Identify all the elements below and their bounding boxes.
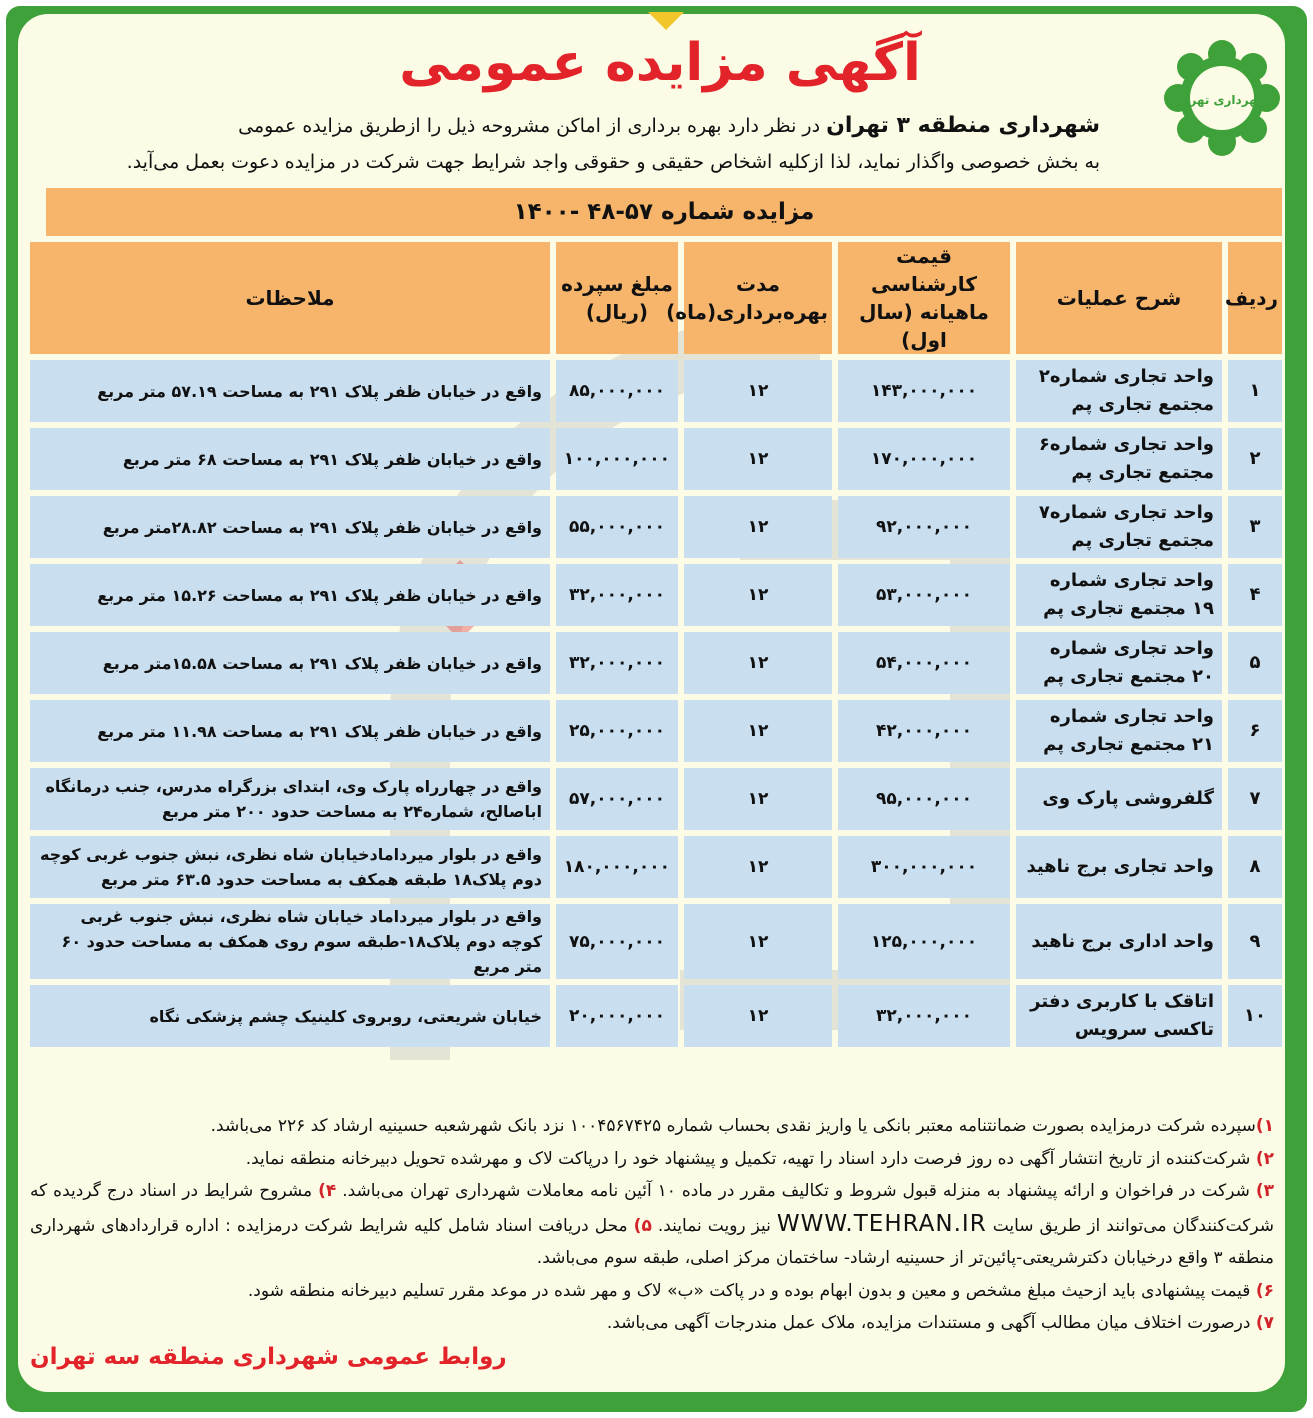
row-index: ۳ bbox=[1228, 496, 1282, 558]
row-price: ۱۲۵,۰۰۰,۰۰۰ bbox=[838, 904, 1010, 979]
row-notes: واقع در بلوار میردامادخیابان شاه نظری، نبش جنوب غربی کوچه دوم پلاک۱۸ طبقه همکف به مساحت حدود ۶۳.۵ متر مربع bbox=[30, 836, 550, 898]
row-notes: واقع در خیابان ظفر پلاک ۲۹۱ به مساحت ۱۵.۵۸متر مربع bbox=[30, 632, 550, 694]
row-price: ۹۲,۰۰۰,۰۰۰ bbox=[838, 496, 1010, 558]
row-notes: خیابان شریعتی، روبروی کلینیک چشم پزشکی نگاه bbox=[30, 985, 550, 1047]
row-deposit: ۷۵,۰۰۰,۰۰۰ bbox=[556, 904, 678, 979]
header-description: شرح عملیات bbox=[1016, 242, 1222, 354]
intro-text bbox=[120, 108, 1100, 180]
term-text: شرکت در فراخوان و ارائه پیشنهاد به منزله قبول شروط و تکالیف مقرر در ماده ۱۰ آئین نامه معاملات شهرداری تهران می‌باشد. bbox=[342, 1181, 1250, 1201]
row-description: واحد تجاری شماره ۲۱ مجتمع تجاری پم bbox=[1016, 700, 1222, 762]
row-duration: ۱۲ bbox=[684, 564, 832, 626]
auction-number-title: مزایده شماره ۵۷-۴۸ -۱۴۰۰ bbox=[46, 188, 1282, 242]
table-row bbox=[30, 564, 1282, 626]
term-text: سپرده شرکت درمزایده بصورت ضمانتنامه معتبر بانکی یا واریز نقدی بحساب شماره ۱۰۰۴۵۶۷۴۲۵ نزد بانک شهرشعبه حسینیه ارشاد کد ۲۲۶ می‌باشد. bbox=[210, 1116, 1256, 1136]
row-duration: ۱۲ bbox=[684, 496, 832, 558]
auction-table bbox=[24, 236, 1288, 1053]
term-text: قیمت پیشنهادی باید ازحیث مبلغ مشخص و معین و بدون ابهام بوده و در پاکت «ب» لاک و مهر شده در موعد مقرر تسلیم دبیرخانه منطقه شود. bbox=[247, 1280, 1251, 1301]
row-duration: ۱۲ bbox=[684, 904, 832, 979]
intro-line-1: در نظر دارد بهره برداری از اماکن مشروحه ذیل را ازطریق مزایده عمومی bbox=[238, 115, 821, 137]
row-notes: واقع در بلوار میرداماد خیابان شاه نظری، نبش جنوب غربی کوچه دوم پلاک۱۸-طبقه سوم روی همکف به مساحت حدود ۶۰ متر مربع bbox=[30, 904, 550, 979]
row-description: واحد تجاری شماره ۲۰ مجتمع تجاری پم bbox=[1016, 632, 1222, 694]
row-description: اتاقک با کاربری دفتر تاکسی سرویس bbox=[1016, 985, 1222, 1047]
row-index: ۶ bbox=[1228, 700, 1282, 762]
table-row bbox=[30, 496, 1282, 558]
row-index: ۴ bbox=[1228, 564, 1282, 626]
row-deposit: ۸۵,۰۰۰,۰۰۰ bbox=[556, 360, 678, 422]
row-notes: واقع در خیابان ظفر پلاک ۲۹۱ به مساحت ۲۸.۸۲متر مربع bbox=[30, 496, 550, 558]
row-index: ۸ bbox=[1228, 836, 1282, 898]
row-description: گلفروشی پارک وی bbox=[1016, 768, 1222, 830]
term-number: ۱) bbox=[1255, 1116, 1274, 1136]
row-notes: واقع در خیابان ظفر پلاک ۲۹۱ به مساحت ۵۷.۱۹ متر مربع bbox=[30, 360, 550, 422]
row-index: ۷ bbox=[1228, 768, 1282, 830]
row-price: ۳۲,۰۰۰,۰۰۰ bbox=[838, 985, 1010, 1047]
term-text: نیز رویت نمایند. bbox=[657, 1215, 771, 1236]
table-header-row bbox=[30, 242, 1282, 354]
row-index: ۱ bbox=[1228, 360, 1282, 422]
row-deposit: ۳۲,۰۰۰,۰۰۰ bbox=[556, 632, 678, 694]
header-price: قیمت کارشناسی ماهیانه (سال اول) bbox=[838, 242, 1010, 354]
row-price: ۴۲,۰۰۰,۰۰۰ bbox=[838, 700, 1010, 762]
public-relations-signature: روابط عمومی شهرداری منطقه سه تهران bbox=[30, 1344, 507, 1370]
table-row bbox=[30, 428, 1282, 490]
row-deposit: ۱۸۰,۰۰۰,۰۰۰ bbox=[556, 836, 678, 898]
row-notes: واقع در خیابان ظفر پلاک ۲۹۱ به مساحت ۶۸ متر مربع bbox=[30, 428, 550, 490]
auction-table-container bbox=[39, 188, 1282, 1053]
row-index: ۹ bbox=[1228, 904, 1282, 979]
table-row bbox=[30, 985, 1282, 1047]
row-description: واحد اداری برج ناهید bbox=[1016, 904, 1222, 979]
row-price: ۳۰۰,۰۰۰,۰۰۰ bbox=[838, 836, 1010, 898]
row-index: ۱۰ bbox=[1228, 985, 1282, 1047]
row-description: واحد تجاری برج ناهید bbox=[1016, 836, 1222, 898]
term-text: محل دریافت اسناد شامل کلیه شرایط شرکت درمزایده : اداره قراردادهای شهرداری منطقه ۳ واقع درخیابان دکترشریعتی-پائین‌تر از حسینیه ارشاد- ساختمان مرکز اصلی، طبقه سوم می‌باشد. bbox=[30, 1215, 1274, 1268]
term-number: ۷) bbox=[1255, 1313, 1274, 1333]
row-duration: ۱۲ bbox=[684, 632, 832, 694]
row-index: ۵ bbox=[1228, 632, 1282, 694]
table-row bbox=[30, 360, 1282, 422]
header-row-number: ردیف bbox=[1228, 242, 1282, 354]
table-row bbox=[30, 836, 1282, 898]
header-notes: ملاحظات bbox=[30, 242, 550, 354]
row-notes: واقع در چهارراه پارک وی، ابتدای بزرگراه مدرس، جنب درمانگاه اباصالح، شماره۲۴ به مساحت حدود ۲۰۰ متر مربع bbox=[30, 768, 550, 830]
table-row bbox=[30, 700, 1282, 762]
header-duration: مدت بهره‌برداری(ماه) bbox=[684, 242, 832, 354]
term-number: ۳) bbox=[1255, 1181, 1275, 1201]
row-deposit: ۲۰,۰۰۰,۰۰۰ bbox=[556, 985, 678, 1047]
row-duration: ۱۲ bbox=[684, 836, 832, 898]
row-price: ۱۷۰,۰۰۰,۰۰۰ bbox=[838, 428, 1010, 490]
table-row bbox=[30, 632, 1282, 694]
row-description: واحد تجاری شماره۶ مجتمع تجاری پم bbox=[1016, 428, 1222, 490]
row-price: ۹۵,۰۰۰,۰۰۰ bbox=[838, 768, 1010, 830]
term-text: درصورت اختلاف میان مطالب آگهی و مستندات مزایده، ملاک عمل مندرجات آگهی می‌باشد. bbox=[606, 1313, 1251, 1333]
row-description: واحد تجاری شماره۲ مجتمع تجاری پم bbox=[1016, 360, 1222, 422]
row-duration: ۱۲ bbox=[684, 985, 832, 1047]
table-row bbox=[30, 768, 1282, 830]
logo-text: شهرداری تهران bbox=[1175, 93, 1269, 107]
row-duration: ۱۲ bbox=[684, 360, 832, 422]
row-deposit: ۵۵,۰۰۰,۰۰۰ bbox=[556, 496, 678, 558]
row-duration: ۱۲ bbox=[684, 768, 832, 830]
row-index: ۲ bbox=[1228, 428, 1282, 490]
org-name: شهرداری منطقه ۳ تهران bbox=[826, 113, 1100, 138]
term-number: ۶) bbox=[1255, 1280, 1274, 1301]
term-number: ۲) bbox=[1255, 1148, 1274, 1169]
row-description: واحد تجاری شماره ۱۹ مجتمع تجاری پم bbox=[1016, 564, 1222, 626]
header-deposit: مبلغ سپرده (ریال) bbox=[556, 242, 678, 354]
term-text: شرکت‌کننده از تاریخ انتشار آگهی ده روز فرصت دارد اسناد را تهیه، تکمیل و پیشنهاد خود را درپاکت لاک و مهرشده تحویل دبیرخانه منطقه نماید. bbox=[245, 1148, 1251, 1169]
row-deposit: ۱۰۰,۰۰۰,۰۰۰ bbox=[556, 428, 678, 490]
intro-line-2: به بخش خصوصی واگذار نماید، لذا ازکلیه اشخاص حقیقی و حقوقی واجد شرایط جهت شرکت در مزایده دعوت بعمل می‌آید. bbox=[126, 151, 1100, 173]
website-link[interactable]: WWW.TEHRAN.IR bbox=[776, 1210, 987, 1237]
row-duration: ۱۲ bbox=[684, 700, 832, 762]
row-price: ۵۳,۰۰۰,۰۰۰ bbox=[838, 564, 1010, 626]
row-notes: واقع در خیابان ظفر پلاک ۲۹۱ به مساحت ۱۱.۹۸ متر مربع bbox=[30, 700, 550, 762]
row-deposit: ۵۷,۰۰۰,۰۰۰ bbox=[556, 768, 678, 830]
tehran-municipality-logo bbox=[1160, 36, 1284, 160]
terms-list bbox=[30, 1110, 1274, 1340]
row-price: ۱۴۳,۰۰۰,۰۰۰ bbox=[838, 360, 1010, 422]
row-description: واحد تجاری شماره۷ مجتمع تجاری پم bbox=[1016, 496, 1222, 558]
term-number: ۵) bbox=[633, 1215, 652, 1236]
ad-title: آگهی مزایده عمومی bbox=[399, 33, 921, 93]
term-text: مشروح شرایط در اسناد درج گردیده که شرکت‌کنندگان می‌توانند از طریق سایت bbox=[30, 1181, 1275, 1236]
row-notes: واقع در خیابان ظفر پلاک ۲۹۱ به مساحت ۱۵.۲۶ متر مربع bbox=[30, 564, 550, 626]
row-price: ۵۴,۰۰۰,۰۰۰ bbox=[838, 632, 1010, 694]
term-number: ۴) bbox=[318, 1181, 337, 1201]
table-row bbox=[30, 904, 1282, 979]
row-deposit: ۲۵,۰۰۰,۰۰۰ bbox=[556, 700, 678, 762]
row-deposit: ۳۲,۰۰۰,۰۰۰ bbox=[556, 564, 678, 626]
row-duration: ۱۲ bbox=[684, 428, 832, 490]
